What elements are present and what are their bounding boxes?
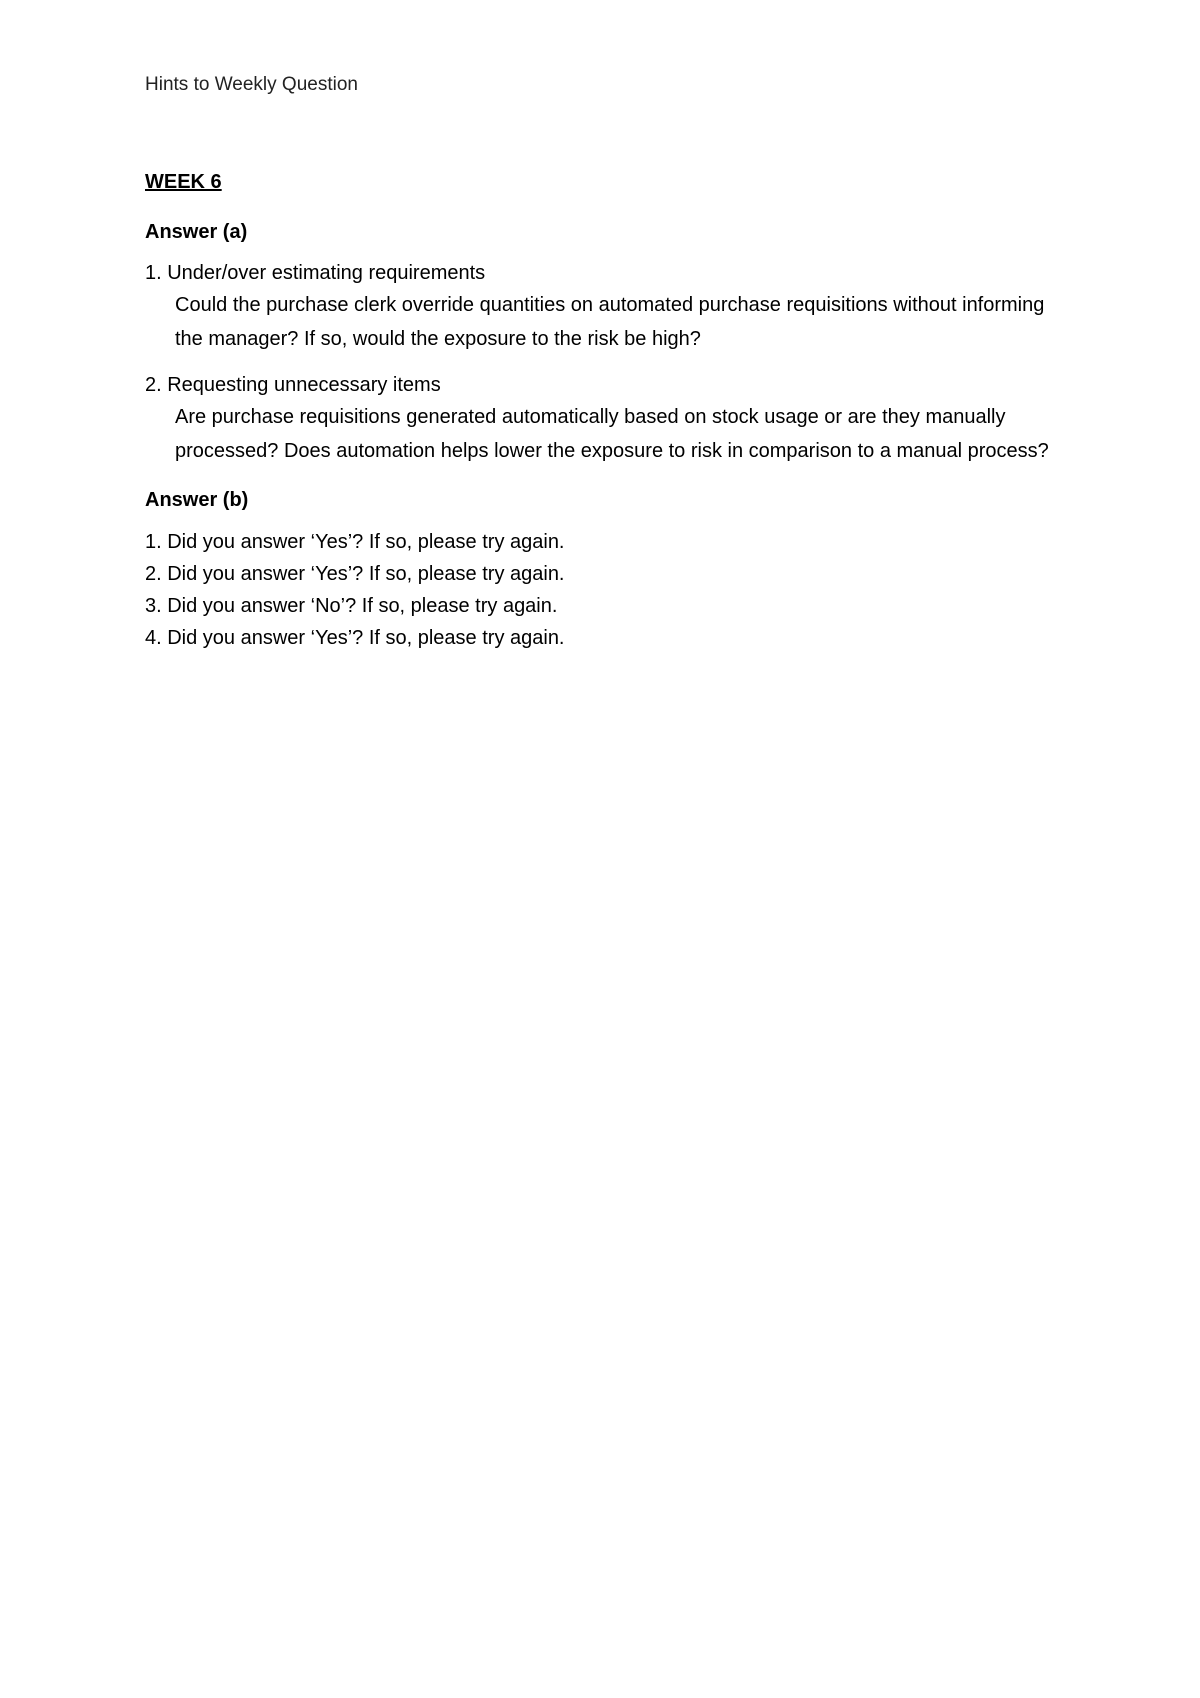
answer-a-item-body: Could the purchase clerk override quantities on automated purchase requisitions without informing the manager? If so, would the exposure to the risk be high? (175, 294, 1045, 350)
answer-b-line: 3. Did you answer ‘No’? If so, please try again. (145, 595, 558, 617)
document-body (145, 170, 1065, 654)
answer-b-line: 2. Did you answer ‘Yes’? If so, please try again. (145, 563, 565, 585)
answer-b-list (145, 526, 1065, 654)
answer-b-title: Answer (b) (145, 489, 249, 511)
answer-b-line: 1. Did you answer ‘Yes’? If so, please try again. (145, 531, 565, 553)
page-header: Hints to Weekly Question (145, 74, 358, 95)
answer-a-section (145, 220, 1065, 468)
answer-a-item (145, 258, 1065, 356)
answer-b-section (145, 488, 1065, 654)
answer-a-item-body: Are purchase requisitions generated automatically based on stock usage or are they manually processed? Does automation helps lower the exposure to risk in comparison to a manual process? (175, 406, 1049, 462)
answer-a-item-heading: 2. Requesting unnecessary items (145, 374, 441, 396)
answer-b-line: 4. Did you answer ‘Yes’? If so, please try again. (145, 627, 565, 649)
week-title: WEEK 6 (145, 171, 222, 193)
answer-a-item (145, 370, 1065, 468)
answer-a-item-heading: 1. Under/over estimating requirements (145, 262, 486, 284)
answer-a-title: Answer (a) (145, 221, 248, 243)
